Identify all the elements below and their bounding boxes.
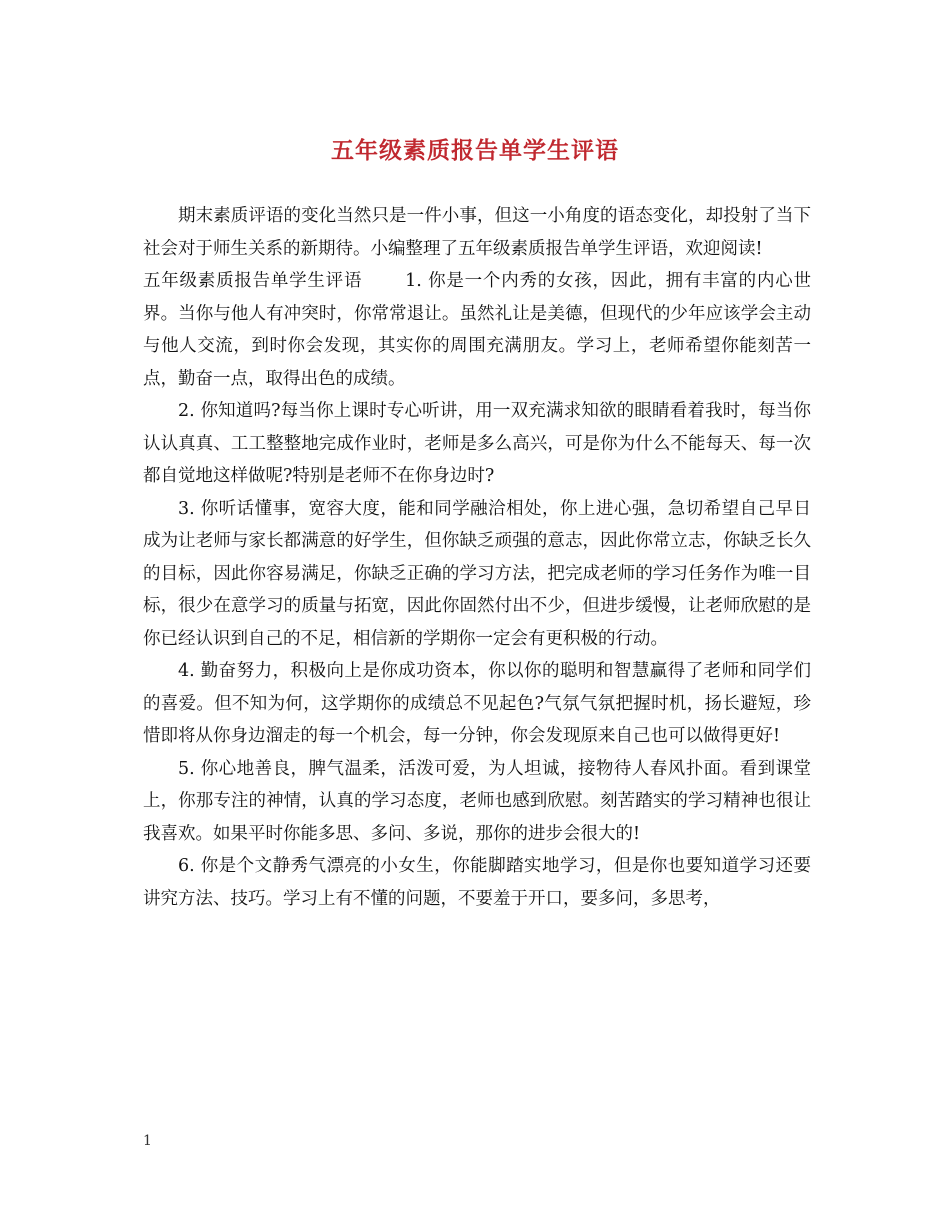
comment-1: 1. 你是一个内秀的女孩，因此，拥有丰富的内心世界。当你与他人有冲突时，你常常退让。虽然礼让是美德，但现代的少年应该学会主动与他人交流，到时你会发现，其实你的周围充满朋友。学习上，老师希望你能刻苦一点，勤奋一点，取得出色的成绩。: [143, 271, 811, 389]
intro-paragraph: 期末素质评语的变化当然只是一件小事，但这一小角度的语态变化，却投射了当下社会对于师生关系的新期待。小编整理了五年级素质报告单学生评语，欢迎阅读!: [143, 206, 811, 259]
comment-3: 3. 你听话懂事，宽容大度，能和同学融洽相处，你上进心强，急切希望自己早日成为让老师与家长都满意的好学生，但你缺乏顽强的意志，因此你常立志，你缺乏长久的目标，因此你容易满足，你缺乏正确的学习方法，把完成老师的学习任务作为唯一目标，很少在意学习的质量与拓宽，因此你固然付出不少，但进步缓慢，让老师欣慰的是你已经认识到自己的不足，相信新的学期你一定会有更积极的行动。: [143, 498, 811, 649]
page-number: 1: [143, 1133, 152, 1149]
comment-5: 5. 你心地善良，脾气温柔，活泼可爱，为人坦诚，接物待人春风扑面。看到课堂上，你那专注的神情，认真的学习态度，老师也感到欣慰。刻苦踏实的学习精神也很让我喜欢。如果平时你能多思、多问、多说，那你的进步会很大的!: [143, 758, 811, 844]
comment-2: 2. 你知道吗?每当你上课时专心听讲，用一双充满求知欲的眼睛看着我时，每当你认认真真、工工整整地完成作业时，老师是多么高兴，可是你为什么不能每天、每一次都自觉地这样做呢?特别是老师不在你身边时?: [143, 401, 811, 486]
document-title: 五年级素质报告单学生评语: [331, 137, 619, 164]
comment-4: 4. 勤奋努力，积极向上是你成功资本，你以你的聪明和智慧赢得了老师和同学们的喜爱。但不知为何，这学期你的成绩总不见起色?气氛气氛把握时机，扬长避短，珍惜即将从你身边溜走的每一个机会，每一分钟，你会发现原来自己也可以做得更好!: [143, 661, 811, 746]
section-heading: 五年级素质报告单学生评语: [143, 271, 363, 291]
section-paragraph: [143, 265, 811, 395]
comment-6: 6. 你是个文静秀气漂亮的小女生，你能脚踏实地学习，但是你也要知道学习还要讲究方法、技巧。学习上有不懂的问题，不要羞于开口，要多问，多思考，: [143, 856, 811, 909]
document-body: [143, 200, 811, 915]
